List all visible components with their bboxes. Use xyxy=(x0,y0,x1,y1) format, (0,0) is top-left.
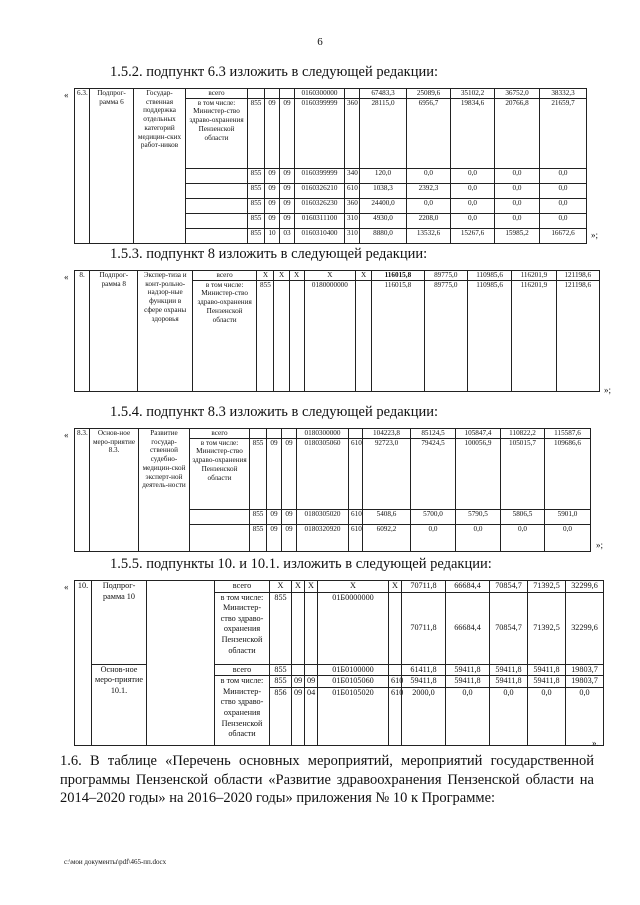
cell: 66684,4 xyxy=(446,592,490,664)
cell: 13532,6 xyxy=(407,228,451,243)
cell: 15267,6 xyxy=(451,228,495,243)
cell: 855 xyxy=(248,183,265,198)
cell: 2208,0 xyxy=(407,213,451,228)
cell: 104223,8 xyxy=(363,429,411,439)
cell: 6092,2 xyxy=(363,524,411,551)
cell: 855 xyxy=(248,98,265,168)
cell: 01Б0100000 xyxy=(318,664,389,676)
table-8 xyxy=(74,270,600,392)
cell: 0,0 xyxy=(540,183,587,198)
cell: 32299,6 xyxy=(566,581,604,593)
cell: 0,0 xyxy=(451,198,495,213)
heading-1-5-4: 1.5.4. подпункт 8.3 изложить в следующей редакции: xyxy=(110,404,439,420)
table-10 xyxy=(74,580,604,746)
row-number: 10. xyxy=(75,581,92,746)
cell: 0,0 xyxy=(407,198,451,213)
cell: 59411,8 xyxy=(490,664,528,676)
cell: 116015,8 xyxy=(372,280,424,391)
row-number: 6.3. xyxy=(75,89,90,244)
cell xyxy=(186,198,248,213)
cell: 09 xyxy=(265,98,280,168)
cell: в том числе: Министер-ство здраво-охранения Пензенской области xyxy=(190,438,250,509)
cell: 0180000000 xyxy=(304,280,355,391)
cell: 6956,7 xyxy=(407,98,451,168)
cell: 09 xyxy=(280,98,295,168)
cell: 0160326210 xyxy=(295,183,345,198)
cell: 0,0 xyxy=(501,524,545,551)
cell: 855 xyxy=(270,592,292,664)
cell: 109686,6 xyxy=(545,438,591,509)
cell: в том числе: Министер-ство здраво-охранения Пензенской области xyxy=(215,676,270,746)
cell: 856 xyxy=(270,687,292,745)
cell: 610 xyxy=(349,438,363,509)
cell: 0,0 xyxy=(451,168,495,183)
cell xyxy=(292,592,305,664)
cell: 70711,8 xyxy=(402,581,446,593)
cell: 110822,2 xyxy=(501,429,545,439)
quote-close: »; xyxy=(604,385,612,395)
table-row xyxy=(75,581,604,593)
cell: 855 xyxy=(270,664,292,676)
cell: 21659,7 xyxy=(540,98,587,168)
page-number: 6 xyxy=(317,36,323,48)
cell: 855 xyxy=(248,168,265,183)
program-description: Экспер-тиза и конт-рольно-надзор-ные функции в сфере охраны здоровья xyxy=(138,271,192,392)
cell: 20766,8 xyxy=(495,98,540,168)
cell: 70711,8 xyxy=(402,592,446,664)
cell: 116201,9 xyxy=(512,280,556,391)
cell: всего xyxy=(215,664,270,676)
quote-close: »; xyxy=(591,230,599,240)
program-name: Подпрог-рамма 10 xyxy=(92,581,147,665)
cell: 0,0 xyxy=(495,213,540,228)
cell: 09 xyxy=(267,524,282,551)
cell: 855 xyxy=(270,676,292,688)
cell: 59411,8 xyxy=(402,676,446,688)
quote-open: « xyxy=(64,430,69,440)
cell xyxy=(389,592,402,664)
program-description: Государ-ственная поддержка отдельных категорий медицин-ских работ-ников xyxy=(134,89,186,244)
paragraph-1-6: 1.6. В таблице «Перечень основных мероприятий, мероприятий государственной программы Пензенской области «Развитие здравоохранения Пензенской области на 2014–2020 годы» на 2016–2020 годы» приложения № 10 к Программе: xyxy=(60,753,594,807)
cell: 610 xyxy=(389,676,402,688)
cell xyxy=(292,664,305,676)
cell xyxy=(305,592,318,664)
cell: 360 xyxy=(345,98,360,168)
cell: 855 xyxy=(250,438,267,509)
cell: 09 xyxy=(282,509,297,524)
cell xyxy=(289,280,304,391)
cell: 09 xyxy=(292,676,305,688)
cell: 0,0 xyxy=(411,524,456,551)
cell: всего xyxy=(190,429,250,439)
cell: 0,0 xyxy=(446,687,490,745)
cell: 70854,7 xyxy=(490,592,528,664)
cell: 0,0 xyxy=(540,198,587,213)
cell: 0,0 xyxy=(490,687,528,745)
table-8-3 xyxy=(74,428,591,552)
cell: 24400,0 xyxy=(360,198,407,213)
cell: 32299,6 xyxy=(566,592,604,664)
cell xyxy=(265,89,280,99)
cell: X xyxy=(274,271,289,281)
cell: 0180305060 xyxy=(297,438,349,509)
cell xyxy=(267,429,282,439)
cell: 0180320920 xyxy=(297,524,349,551)
cell xyxy=(282,429,297,439)
cell: 116015,8 xyxy=(372,271,424,281)
cell: 0180300000 xyxy=(297,429,349,439)
cell: 0,0 xyxy=(451,213,495,228)
cell: 09 xyxy=(265,198,280,213)
cell xyxy=(248,89,265,99)
cell xyxy=(250,429,267,439)
cell: 855 xyxy=(248,228,265,243)
cell: 09 xyxy=(292,687,305,745)
cell: 0160310400 xyxy=(295,228,345,243)
cell: 19803,7 xyxy=(566,664,604,676)
cell: 610 xyxy=(349,509,363,524)
cell: 09 xyxy=(280,198,295,213)
cell: 59411,8 xyxy=(446,676,490,688)
table-row xyxy=(75,89,587,99)
cell: 09 xyxy=(267,438,282,509)
cell: 09 xyxy=(280,213,295,228)
cell: 19834,6 xyxy=(451,98,495,168)
cell xyxy=(349,429,363,439)
cell: всего xyxy=(215,581,270,593)
quote-close: »; xyxy=(596,540,604,550)
cell: 67483,3 xyxy=(360,89,407,99)
cell: 09 xyxy=(280,168,295,183)
cell: 10 xyxy=(265,228,280,243)
cell: 110985,6 xyxy=(467,280,511,391)
row-number: 8. xyxy=(75,271,90,392)
cell: 310 xyxy=(345,228,360,243)
cell: 09 xyxy=(265,168,280,183)
cell: 855 xyxy=(257,280,274,391)
cell: 121198,6 xyxy=(556,280,599,391)
cell: 116201,9 xyxy=(512,271,556,281)
cell: 0160326230 xyxy=(295,198,345,213)
cell: 0,0 xyxy=(528,687,566,745)
cell xyxy=(356,280,372,391)
cell: X xyxy=(289,271,304,281)
cell: X xyxy=(270,581,292,593)
quote-open: « xyxy=(64,90,69,100)
cell xyxy=(186,228,248,243)
cell: 01Б0105060 xyxy=(318,676,389,688)
cell: 09 xyxy=(282,524,297,551)
cell: 89775,0 xyxy=(424,271,467,281)
program-name: Основ-ное меро-приятие 10.1. xyxy=(92,664,147,745)
cell: 01Б0105020 xyxy=(318,687,389,745)
cell: 0,0 xyxy=(545,524,591,551)
table-6-3 xyxy=(74,88,587,244)
cell xyxy=(305,664,318,676)
cell: 59411,8 xyxy=(528,664,566,676)
cell: 8880,0 xyxy=(360,228,407,243)
cell: 610 xyxy=(389,687,402,745)
cell: 59411,8 xyxy=(528,676,566,688)
cell: 0160399999 xyxy=(295,168,345,183)
cell: 04 xyxy=(305,687,318,745)
cell: в том числе: Министер-ство здраво-охранения Пензенской области xyxy=(192,280,256,391)
program-description xyxy=(147,581,215,746)
row-number: 8.3. xyxy=(75,429,90,552)
cell xyxy=(345,89,360,99)
cell: 09 xyxy=(267,509,282,524)
cell: 0,0 xyxy=(566,687,604,745)
heading-1-5-2: 1.5.2. подпункт 6.3 изложить в следующей редакции: xyxy=(110,64,439,80)
table-row xyxy=(75,271,600,281)
cell: 19803,7 xyxy=(566,676,604,688)
cell xyxy=(190,509,250,524)
cell: 0,0 xyxy=(540,168,587,183)
cell: 5790,5 xyxy=(456,509,501,524)
cell: 09 xyxy=(282,438,297,509)
cell xyxy=(186,183,248,198)
cell: 121198,6 xyxy=(556,271,599,281)
cell: X xyxy=(292,581,305,593)
program-name: Подпрог-рамма 6 xyxy=(90,89,134,244)
cell: 16672,6 xyxy=(540,228,587,243)
cell: 855 xyxy=(248,198,265,213)
cell: 4930,0 xyxy=(360,213,407,228)
cell: 105015,7 xyxy=(501,438,545,509)
cell: 89775,0 xyxy=(424,280,467,391)
cell: 360 xyxy=(345,198,360,213)
cell: 85124,5 xyxy=(411,429,456,439)
cell: 38332,3 xyxy=(540,89,587,99)
cell: 310 xyxy=(345,213,360,228)
cell: 28115,0 xyxy=(360,98,407,168)
quote-close: ». xyxy=(592,738,599,748)
cell: 0180305020 xyxy=(297,509,349,524)
cell: 0,0 xyxy=(540,213,587,228)
cell: X xyxy=(356,271,372,281)
footer-file-path: c:\мои документы\pdf\465-пп.docx xyxy=(64,858,167,866)
quote-open: « xyxy=(64,272,69,282)
cell: 5408,6 xyxy=(363,509,411,524)
cell: X xyxy=(304,271,355,281)
table-row xyxy=(75,429,591,439)
cell: 610 xyxy=(345,183,360,198)
cell: 09 xyxy=(265,213,280,228)
cell: 855 xyxy=(250,509,267,524)
cell: 09 xyxy=(280,183,295,198)
cell: 0,0 xyxy=(407,168,451,183)
cell: 79424,5 xyxy=(411,438,456,509)
cell: 115587,6 xyxy=(545,429,591,439)
cell: 340 xyxy=(345,168,360,183)
quote-open: « xyxy=(64,582,69,592)
cell xyxy=(280,89,295,99)
cell: 0,0 xyxy=(495,168,540,183)
cell: в том числе: Министер-ство здраво-охранения Пензенской области xyxy=(186,98,248,168)
cell: 5806,5 xyxy=(501,509,545,524)
program-name: Подпрог-рамма 8 xyxy=(90,271,138,392)
cell: 59411,8 xyxy=(490,676,528,688)
cell: 5901,0 xyxy=(545,509,591,524)
cell: 66684,4 xyxy=(446,581,490,593)
cell: 855 xyxy=(250,524,267,551)
cell: 100056,9 xyxy=(456,438,501,509)
cell: 61411,8 xyxy=(402,664,446,676)
cell xyxy=(186,213,248,228)
cell: 09 xyxy=(305,676,318,688)
cell: 0,0 xyxy=(456,524,501,551)
cell: X xyxy=(389,581,402,593)
cell: 15985,2 xyxy=(495,228,540,243)
cell: 92723,0 xyxy=(363,438,411,509)
cell: 35102,2 xyxy=(451,89,495,99)
cell xyxy=(190,524,250,551)
cell: 2000,0 xyxy=(402,687,446,745)
program-description: Развитие государ-ственной судебно-медицин-ской эксперт-ной деятель-ности xyxy=(139,429,190,552)
cell: 03 xyxy=(280,228,295,243)
cell xyxy=(186,168,248,183)
cell: 25089,6 xyxy=(407,89,451,99)
cell: 36752,0 xyxy=(495,89,540,99)
cell: 71392,5 xyxy=(528,592,566,664)
cell: 855 xyxy=(248,213,265,228)
cell: 1038,3 xyxy=(360,183,407,198)
cell: 0,0 xyxy=(495,183,540,198)
cell: 0,0 xyxy=(451,183,495,198)
program-name: Основ-ное меро-приятие 8.3. xyxy=(90,429,139,552)
cell: 610 xyxy=(349,524,363,551)
heading-1-5-5: 1.5.5. подпункты 10. и 10.1. изложить в следующей редакции: xyxy=(110,556,492,572)
cell: 110985,6 xyxy=(467,271,511,281)
cell: X xyxy=(305,581,318,593)
cell: 120,0 xyxy=(360,168,407,183)
cell: 0160300000 xyxy=(295,89,345,99)
cell: 0160399999 xyxy=(295,98,345,168)
cell: 01Б0000000 xyxy=(318,592,389,664)
cell: 0160311100 xyxy=(295,213,345,228)
cell: в том числе: Министер-ство здраво-охранения Пензенской области xyxy=(215,592,270,664)
cell xyxy=(274,280,289,391)
cell: X xyxy=(257,271,274,281)
cell: всего xyxy=(186,89,248,99)
cell: 105847,4 xyxy=(456,429,501,439)
cell: 0,0 xyxy=(495,198,540,213)
cell: 09 xyxy=(265,183,280,198)
cell: 2392,3 xyxy=(407,183,451,198)
cell: всего xyxy=(192,271,256,281)
cell: 71392,5 xyxy=(528,581,566,593)
cell: 5700,0 xyxy=(411,509,456,524)
heading-1-5-3: 1.5.3. подпункт 8 изложить в следующей редакции: xyxy=(110,246,428,262)
cell xyxy=(389,664,402,676)
cell: 70854,7 xyxy=(490,581,528,593)
cell: X xyxy=(318,581,389,593)
cell: 59411,8 xyxy=(446,664,490,676)
